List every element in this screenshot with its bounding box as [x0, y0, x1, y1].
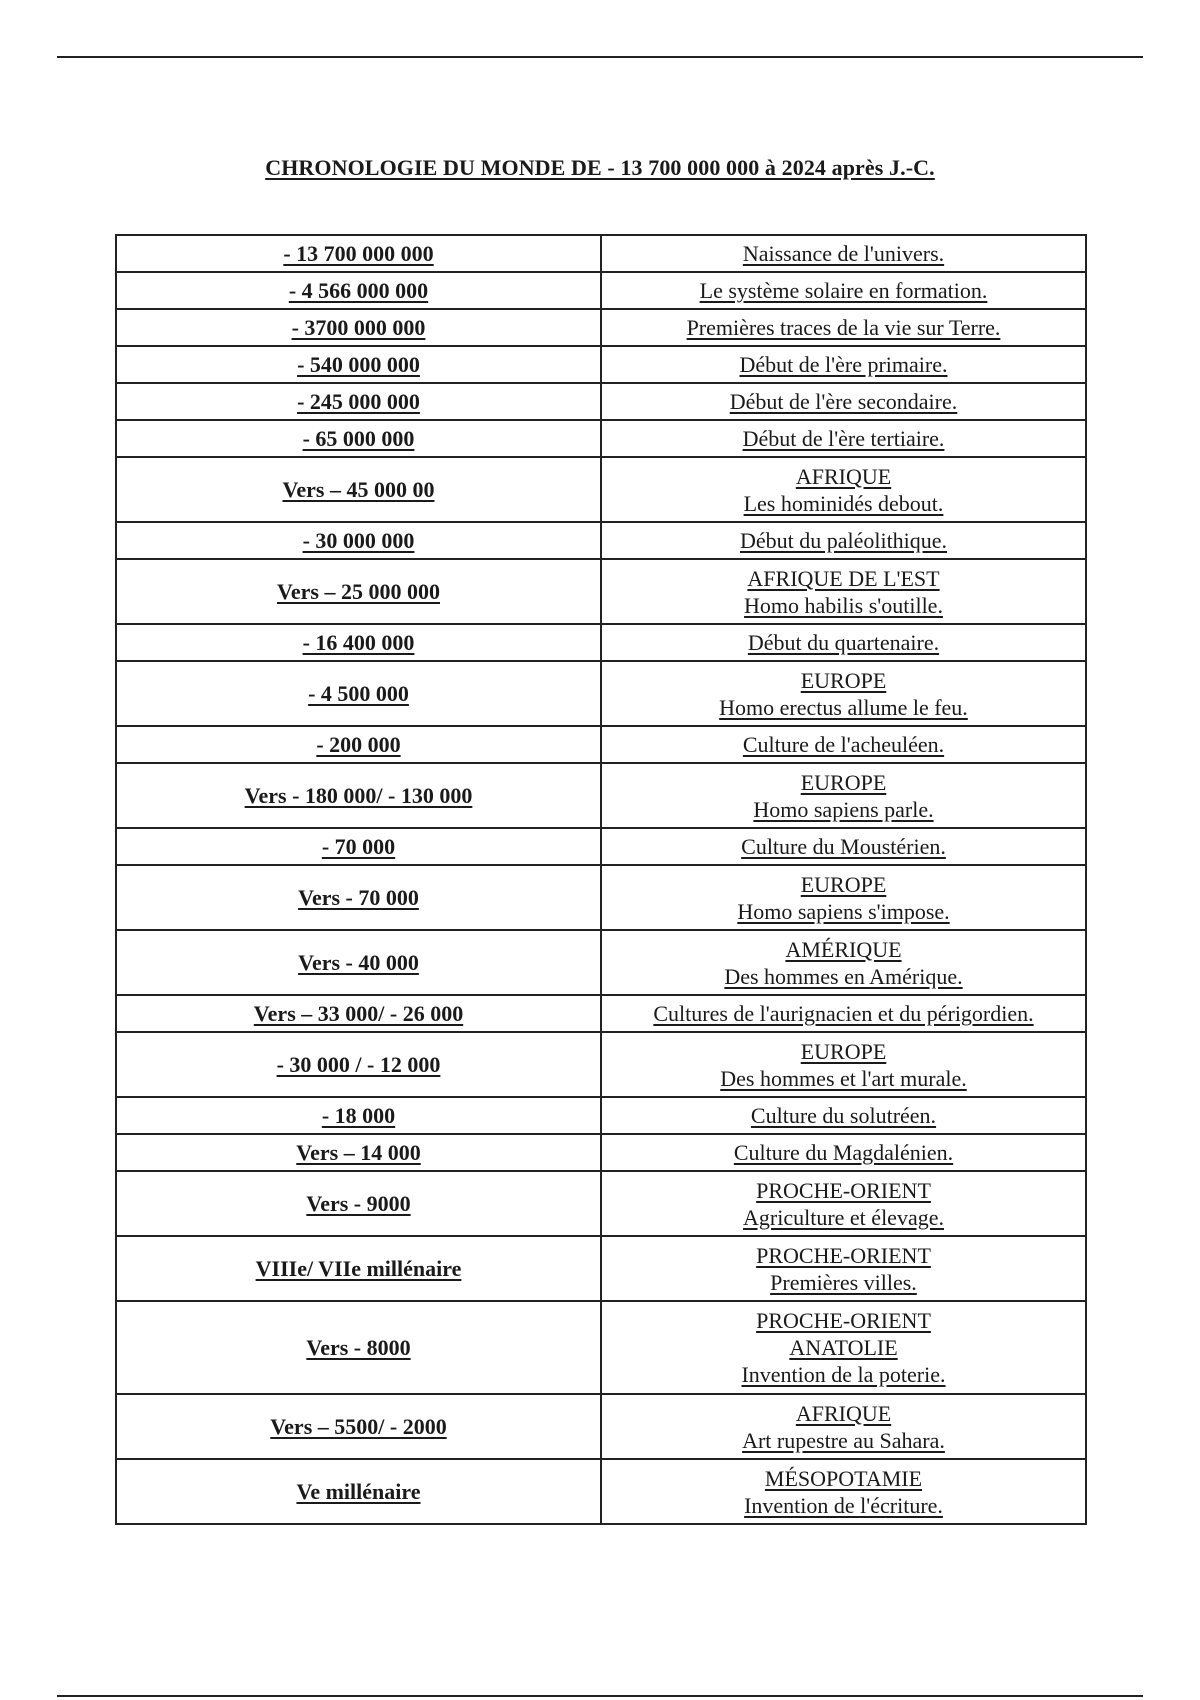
event-cell [601, 346, 1086, 383]
event-cell [601, 624, 1086, 661]
event-cell [601, 235, 1086, 272]
event-text: ANATOLIE [789, 1335, 898, 1360]
event-text: PROCHE-ORIENT [756, 1242, 931, 1268]
chronology-table-body [116, 235, 1086, 1524]
date-cell [116, 995, 601, 1032]
table-row [116, 522, 1086, 559]
table-row [116, 624, 1086, 661]
event-text: Premières traces de la vie sur Terre. [686, 315, 1001, 340]
event-text: Début du paléolithique. [739, 528, 948, 553]
event-cell [601, 1459, 1086, 1524]
event-cell [601, 661, 1086, 726]
event-text: Des hommes en Amérique. [724, 963, 963, 989]
event-text: Homo habilis s'outille. [744, 592, 943, 618]
event-cell [601, 726, 1086, 763]
table-row [116, 272, 1086, 309]
event-text: Culture de l'acheuléen. [742, 732, 945, 757]
date-text: Ve millénaire [296, 1479, 421, 1504]
event-text: Début de l'ère secondaire. [729, 389, 958, 414]
table-row [116, 1394, 1086, 1459]
event-text: Homo sapiens parle. [753, 796, 934, 822]
event-text: Agriculture et élevage. [743, 1204, 944, 1230]
event-text: EUROPE [800, 667, 887, 693]
event-text: Homo sapiens s'impose. [737, 898, 950, 924]
date-text: Vers - 180 000/ - 130 000 [244, 783, 473, 808]
date-cell [116, 272, 601, 309]
table-row [116, 420, 1086, 457]
event-text: PROCHE-ORIENT [756, 1308, 931, 1333]
event-cell [601, 1236, 1086, 1301]
event-cell [601, 272, 1086, 309]
table-row [116, 309, 1086, 346]
date-cell [116, 1171, 601, 1236]
table-row [116, 1301, 1086, 1394]
event-cell [601, 559, 1086, 624]
table-row [116, 383, 1086, 420]
date-text: Vers – 33 000/ - 26 000 [253, 1001, 464, 1026]
event-cell [601, 522, 1086, 559]
chronology-table [115, 234, 1087, 1525]
event-text: AMÉRIQUE [785, 936, 902, 962]
event-text: Début de l'ère primaire. [739, 352, 948, 377]
table-row [116, 1032, 1086, 1097]
table-row [116, 1171, 1086, 1236]
event-text: Les hominidés debout. [743, 490, 944, 516]
event-text: Art rupestre au Sahara. [742, 1427, 945, 1453]
event-text: Premières villes. [770, 1269, 917, 1295]
table-row [116, 346, 1086, 383]
date-cell [116, 624, 601, 661]
date-cell [116, 1032, 601, 1097]
date-text: Vers - 8000 [306, 1335, 411, 1360]
event-cell [601, 1032, 1086, 1097]
date-text: - 70 000 [321, 834, 396, 859]
table-row [116, 1097, 1086, 1134]
top-rule [57, 56, 1143, 58]
date-text: - 4 566 000 000 [288, 278, 429, 303]
table-row [116, 1134, 1086, 1171]
date-text: - 65 000 000 [302, 426, 415, 451]
event-cell [601, 1171, 1086, 1236]
table-row [116, 763, 1086, 828]
event-text: PROCHE-ORIENT [756, 1177, 931, 1203]
date-text: Vers - 9000 [306, 1191, 411, 1216]
date-cell [116, 1097, 601, 1134]
event-text: Culture du solutréen. [750, 1103, 937, 1128]
event-text: EUROPE [800, 769, 887, 795]
event-text: MÉSOPOTAMIE [764, 1465, 923, 1491]
event-text: Invention de l'écriture. [744, 1492, 943, 1518]
table-row [116, 726, 1086, 763]
event-cell [601, 309, 1086, 346]
event-cell [601, 383, 1086, 420]
date-cell [116, 420, 601, 457]
date-cell [116, 383, 601, 420]
table-row [116, 661, 1086, 726]
event-text: AFRIQUE [795, 1400, 892, 1426]
date-text: - 16 400 000 [302, 630, 415, 655]
table-row [116, 1236, 1086, 1301]
table-row [116, 995, 1086, 1032]
event-cell [601, 763, 1086, 828]
event-text: Homo erectus allume le feu. [719, 694, 968, 720]
event-cell [601, 1301, 1086, 1394]
event-text: AFRIQUE [795, 463, 892, 489]
date-text: Vers – 14 000 [296, 1140, 421, 1165]
event-cell [601, 457, 1086, 522]
bottom-rule [57, 1695, 1143, 1697]
table-row [116, 828, 1086, 865]
date-cell [116, 346, 601, 383]
date-text: - 30 000 000 [302, 528, 415, 553]
date-cell [116, 522, 601, 559]
date-text: Vers - 70 000 [298, 885, 419, 910]
event-text: AFRIQUE DE L'EST [747, 565, 940, 591]
date-text: - 30 000 / - 12 000 [276, 1052, 441, 1077]
table-row [116, 559, 1086, 624]
event-cell [601, 1394, 1086, 1459]
date-text: Vers – 5500/ - 2000 [270, 1414, 447, 1439]
date-text: - 4 500 000 [308, 681, 409, 706]
date-cell [116, 559, 601, 624]
table-row [116, 865, 1086, 930]
date-text: - 13 700 000 000 [283, 241, 434, 266]
date-cell [116, 763, 601, 828]
date-cell [116, 865, 601, 930]
event-text: Début de l'ère tertiaire. [742, 426, 945, 451]
event-text: Culture du Moustérien. [741, 834, 946, 859]
event-text: Culture du Magdalénien. [733, 1140, 954, 1165]
event-text: EUROPE [800, 871, 887, 897]
event-text: Des hommes et l'art murale. [720, 1065, 967, 1091]
date-cell [116, 828, 601, 865]
date-cell [116, 457, 601, 522]
table-row [116, 457, 1086, 522]
event-text: Invention de la poterie. [741, 1362, 946, 1387]
event-cell [601, 1097, 1086, 1134]
event-text: Début du quartenaire. [747, 630, 940, 655]
date-cell [116, 1134, 601, 1171]
date-text: - 3700 000 000 [291, 315, 426, 340]
document-title: CHRONOLOGIE DU MONDE DE - 13 700 000 000 à 2024 après J.-C. [265, 155, 935, 180]
date-cell [116, 726, 601, 763]
date-cell [116, 235, 601, 272]
date-text: - 245 000 000 [297, 389, 420, 414]
date-text: Vers – 45 000 00 [282, 477, 435, 502]
date-text: VIIIe/ VIIe millénaire [255, 1256, 462, 1281]
date-cell [116, 930, 601, 995]
date-cell [116, 1394, 601, 1459]
event-cell [601, 995, 1086, 1032]
date-cell [116, 1459, 601, 1524]
event-cell [601, 1134, 1086, 1171]
event-text: EUROPE [800, 1038, 887, 1064]
date-text: Vers – 25 000 000 [277, 579, 440, 604]
date-text: Vers - 40 000 [298, 950, 419, 975]
event-cell [601, 828, 1086, 865]
date-cell [116, 309, 601, 346]
date-text: - 540 000 000 [297, 352, 420, 377]
date-text: - 200 000 [316, 732, 401, 757]
event-cell [601, 930, 1086, 995]
table-row [116, 1459, 1086, 1524]
event-text: Le système solaire en formation. [699, 278, 988, 303]
event-cell [601, 420, 1086, 457]
date-cell [116, 661, 601, 726]
table-row [116, 930, 1086, 995]
event-text: Naissance de l'univers. [742, 241, 945, 266]
table-row [116, 235, 1086, 272]
date-cell [116, 1301, 601, 1394]
date-cell [116, 1236, 601, 1301]
event-text: Cultures de l'aurignacien et du périgordien. [653, 1001, 1034, 1026]
event-cell [601, 865, 1086, 930]
date-text: - 18 000 [321, 1103, 396, 1128]
